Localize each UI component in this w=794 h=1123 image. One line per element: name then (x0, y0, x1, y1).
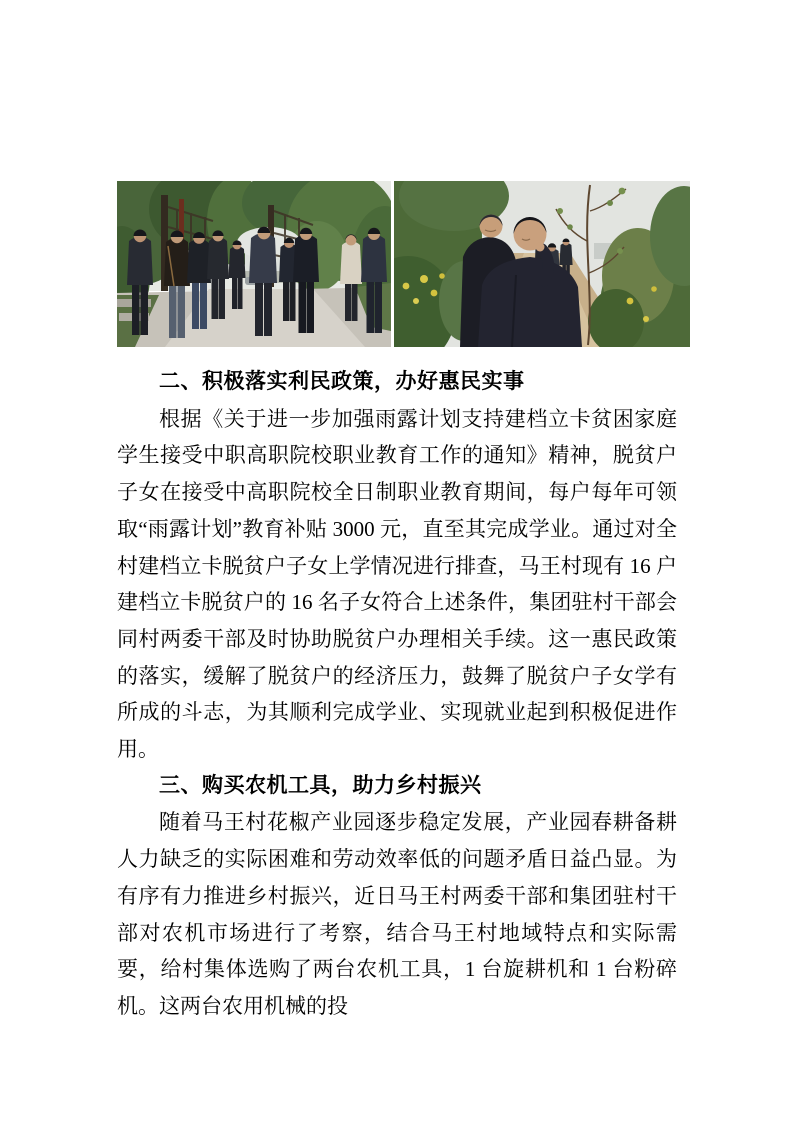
section-heading-welfare-policy: 二、积极落实利民政策，办好惠民实事 (159, 370, 525, 393)
photo-row (117, 181, 690, 347)
document-body (117, 364, 677, 1025)
section-paragraph-farm-machinery: 随着马王村花椒产业园逐步稳定发展，产业园春耕备耕人力缺乏的实际困难和劳动效率低的问题矛盾日益凸显。为有序有力推进乡村振兴，近日马王村两委干部和集团驻村干部对农机市场进行了考察，结合马王村地域特点和实际需要，给村集体选购了两台农机工具，1 台旋耕机和 1 台粉碎机。这两台农用机械的投 (117, 810, 677, 1018)
section-heading-farm-machinery: 三、购买农机工具，助力乡村振兴 (159, 773, 482, 797)
photo-field-inspection (394, 181, 690, 347)
photo-village-gate-group (117, 181, 391, 347)
section-paragraph-welfare-policy: 根据《关于进一步加强雨露计划支持建档立卡贫困家庭学生接受中职高职院校职业教育工作的通知》精神，脱贫户子女在接受中高职院校全日制职业教育期间，每户每年可领取“雨露计划”教育补贴 3000 元，直至其完成学业。通过对全村建档立卡脱贫户子女上学情况进行排查，马王村现有 16 户建档立卡脱贫户的 16 名子女符合上述条件，集团驻村干部会同村两委干部及时协助脱贫户办理相关手续。这一惠民政策的落实，缓解了脱贫户的经济压力，鼓舞了脱贫户子女学有所成的斗志，为其顺利完成学业、实现就业起到积极促进作用。 (117, 406, 677, 762)
